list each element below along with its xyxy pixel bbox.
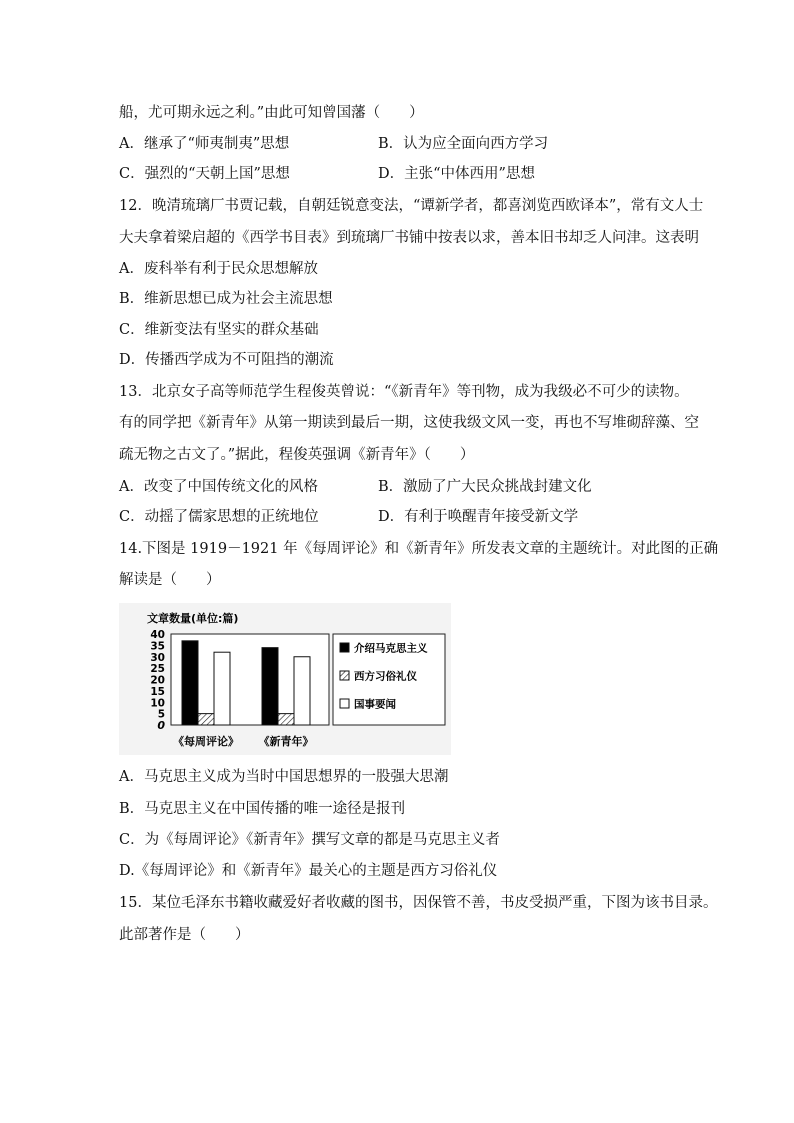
y-tick-label: 20 [150,674,165,687]
chart-title: 文章数量(单位:篇) [147,612,239,625]
bar-2-2 [278,714,294,725]
chart-svg [119,603,451,755]
q14-stem-line1: 14.下图是 1919－1921 年《每周评论》和《新青年》所发表文章的主题统计。对此图的正确 [119,541,719,557]
bar-1-2 [262,648,278,725]
q15-stem-line2: 此部著作是（ ） [119,927,250,943]
q13-stem-line2: 有的同学把《新青年》从第一期读到最后一期，这使我级文风一变，再也不写堆砌辞藻、空 [119,415,699,431]
legend-label: 西方习俗礼仪 [354,670,417,683]
y-tick-label: 5 [157,708,165,721]
legend-label: 国事要闻 [354,698,396,711]
bar-2-1 [198,714,214,725]
q11-option-a[interactable]: A．继承了“师夷制夷”思想 [119,136,290,152]
y-tick-label: 0 [157,719,165,732]
y-tick-label: 15 [150,685,165,698]
q12-option-d[interactable]: D．传播西学成为不可阻挡的潮流 [119,352,334,368]
legend-swatch [340,643,349,652]
q14-option-a[interactable]: A．马克思主义成为当时中国思想界的一股强大思潮 [119,769,449,785]
bar-3-1 [214,652,230,725]
x-tick-label: 《新青年》 [258,735,314,748]
q14-option-c[interactable]: C．为《每周评论》《新青年》撰写文章的都是马克思主义者 [119,832,500,848]
q12-option-b[interactable]: B．维新思想已成为社会主流思想 [119,291,333,307]
q12-stem-line2: 大夫拿着梁启超的《西学书目表》到琉璃厂书铺中按表以求，善本旧书却乏人问津。这表明 [119,230,699,246]
q15-stem-line1: 15．某位毛泽东书籍收藏爱好者收藏的图书，因保管不善，书皮受损严重，下图为该书目录。 [119,895,718,911]
legend-swatch [340,671,349,680]
q11-option-c[interactable]: C．强烈的“天朝上国”思想 [119,166,290,182]
q12-option-a[interactable]: A．废科举有利于民众思想解放 [119,261,318,277]
y-tick-label: 30 [150,651,165,664]
legend-swatch [340,699,349,708]
y-tick-label: 25 [150,663,165,676]
q13-stem-line1: 13．北京女子高等师范学生程俊英曾说：“《新青年》等刊物，成为我级必不可少的读物。 [119,384,689,400]
y-tick-label: 35 [150,640,165,653]
article-topic-bar-chart [119,603,451,755]
q11-stem-tail: 船，尤可期永远之利。”由此可知曾国藩（ ） [119,105,424,121]
q13-option-b[interactable]: B．激励了广大民众挑战封建文化 [378,479,592,495]
legend-label: 介绍马克思主义 [354,642,428,655]
q12-option-c[interactable]: C．维新变法有坚实的群众基础 [119,322,319,338]
q13-stem-line3: 疏无物之古文了。”据此，程俊英强调《新青年》（ ） [119,447,475,463]
x-tick-label: 《每周评论》 [173,735,239,748]
bar-3-2 [294,657,310,725]
q14-stem-line2: 解读是（ ） [119,572,221,588]
q13-option-c[interactable]: C．动摇了儒家思想的正统地位 [119,509,319,525]
q13-option-a[interactable]: A．改变了中国传统文化的风格 [119,479,318,495]
y-tick-label: 10 [150,697,165,710]
x-axis-labels [173,734,314,748]
q12-stem-line1: 12．晚清琉璃厂书贾记载，自朝廷锐意变法，“谭新学者，都喜浏览西欧译本”，常有文人士 [119,198,704,214]
q13-option-d[interactable]: D．有利于唤醒青年接受新文学 [378,509,579,525]
q11-option-b[interactable]: B．认为应全面向西方学习 [378,136,549,152]
bar-1-1 [182,641,198,725]
y-axis-ticks [150,629,165,732]
q14-option-d[interactable]: D.《每周评论》和《新青年》最关心的主题是西方习俗礼仪 [119,863,498,879]
q11-option-d[interactable]: D．主张“中体西用”思想 [378,166,535,182]
y-tick-label: 40 [150,629,165,641]
q14-option-b[interactable]: B．马克思主义在中国传播的唯一途径是报刊 [119,801,406,817]
